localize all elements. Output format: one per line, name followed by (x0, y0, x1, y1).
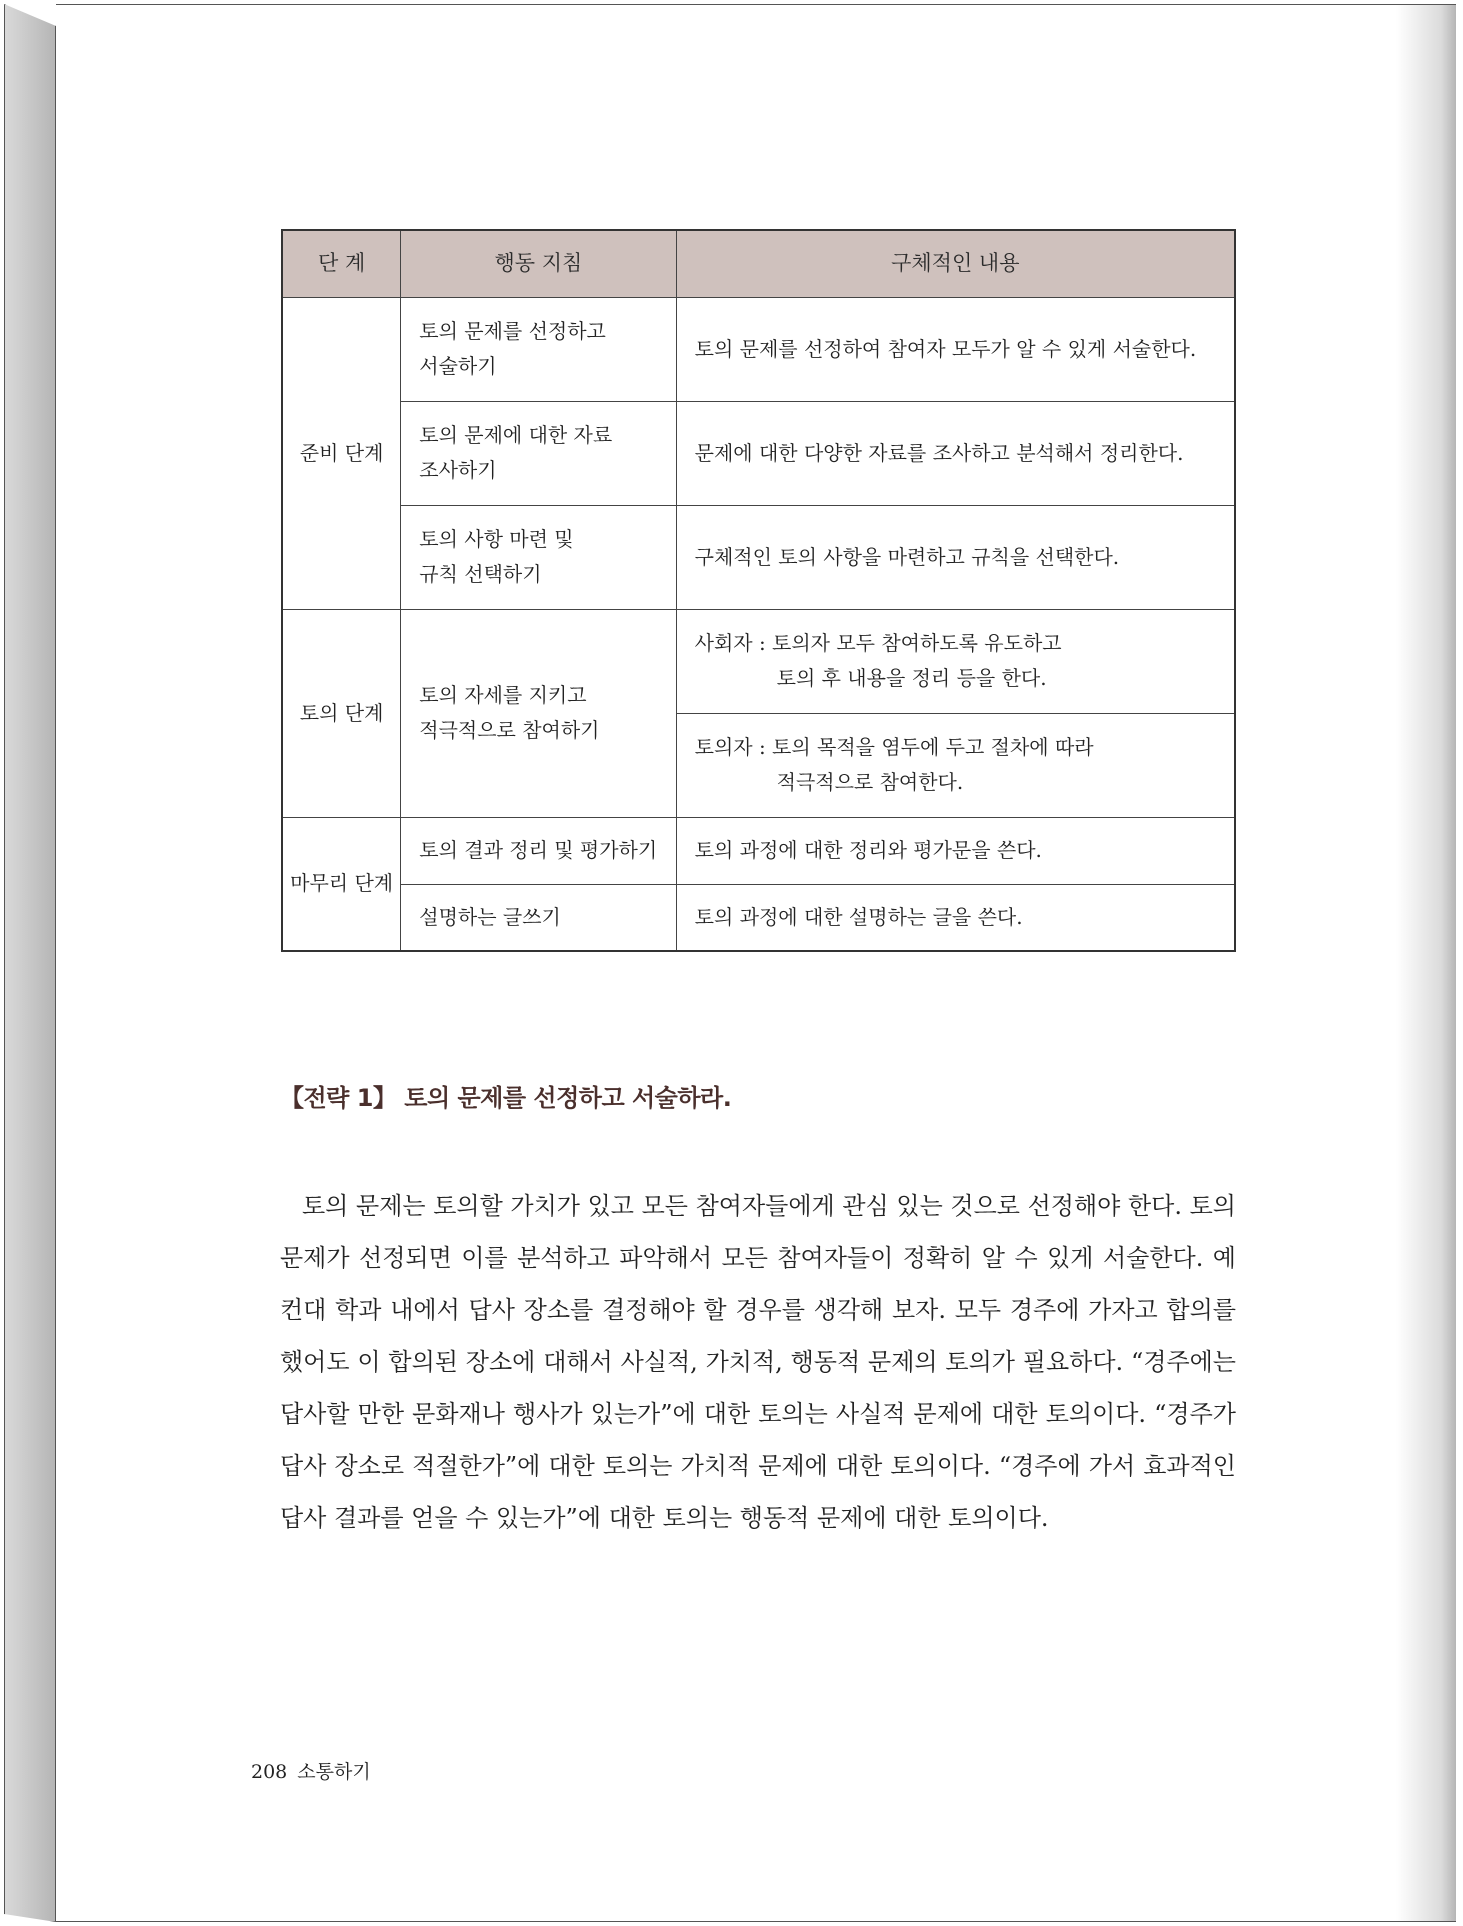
table-row (282, 817, 1235, 884)
header-action: 행동 지침 (401, 230, 676, 297)
action-line: 토의 문제를 선정하고 (419, 319, 606, 343)
action-line: 서술하기 (419, 354, 497, 378)
action-line: 조사하기 (419, 458, 497, 482)
body-paragraph: 토의 문제는 토의할 가치가 있고 모든 참여자들에게 관심 있는 것으로 선정해야 한다. 토의 문제가 선정되면 이를 분석하고 파악해서 모든 참여자들이 정확히 알 수 있게 서술한다. 예컨대 학과 내에서 답사 장소를 결정해야 할 경우를 생각해 보자. 모두 경주에 가자고 합의를 했어도 이 합의된 장소에 대해서 사실적, 가치적, 행동적 문제의 토의가 필요하다. “경주에는 답사할 만한 문화재나 행사가 있는가”에 대한 토의는 사실적 문제에 대한 토의이다. “경주가 답사 장소로 적절한가”에 대한 토의는 가치적 문제에 대한 토의이다. “경주에 가서 효과적인 답사 결과를 얻을 수 있는가”에 대한 토의는 행동적 문제에 대한 토의이다. (280, 1192, 1236, 1532)
section-name: 소통하기 (297, 1761, 371, 1783)
detail-line: 적극적으로 참여한다. (776, 770, 964, 794)
detail-line: 사회자 : 토의자 모두 참여하도록 유도하고 (694, 631, 1062, 655)
action-cell (401, 297, 676, 401)
stage-prep: 준비 단계 (282, 297, 401, 609)
detail-cell: 토의 과정에 대한 설명하는 글을 쓴다. (676, 884, 1235, 951)
action-cell (401, 401, 676, 505)
page-edge-shadow (1396, 5, 1456, 1921)
book-spine (4, 4, 56, 1922)
table-row (282, 297, 1235, 401)
table-row (282, 884, 1235, 951)
table-row (282, 505, 1235, 609)
header-stage: 단 계 (282, 230, 401, 297)
action-cell: 토의 결과 정리 및 평가하기 (401, 817, 676, 884)
action-line: 규칙 선택하기 (419, 562, 542, 586)
table-header-row (282, 230, 1235, 297)
page-number: 208 (251, 1761, 288, 1783)
detail-cell: 토의 문제를 선정하여 참여자 모두가 알 수 있게 서술한다. (676, 297, 1235, 401)
detail-cell: 구체적인 토의 사항을 마련하고 규칙을 선택한다. (676, 505, 1235, 609)
detail-cell: 토의 과정에 대한 정리와 평가문을 쓴다. (676, 817, 1235, 884)
action-line: 토의 자세를 지키고 (419, 683, 587, 707)
table-row (282, 609, 1235, 713)
detail-line: 토의자 : 토의 목적을 염두에 두고 절차에 따라 (694, 735, 1094, 759)
action-line: 토의 사항 마련 및 (419, 527, 574, 551)
action-cell (401, 505, 676, 609)
detail-cell: 문제에 대한 다양한 자료를 조사하고 분석해서 정리한다. (676, 401, 1235, 505)
action-cell: 설명하는 글쓰기 (401, 884, 676, 951)
detail-cell-participant (676, 713, 1235, 817)
table-row (282, 401, 1235, 505)
action-cell (401, 609, 676, 817)
stage-finish: 마무리 단계 (282, 817, 401, 951)
detail-line: 토의 후 내용을 정리 등을 한다. (776, 666, 1047, 690)
guide-table (281, 229, 1236, 952)
page-footer (251, 1757, 381, 1784)
section-heading: 【전략 1】 토의 문제를 선정하고 서술하라. (280, 1084, 732, 1112)
detail-cell-moderator (676, 609, 1235, 713)
stage-debate: 토의 단계 (282, 609, 401, 817)
action-line: 적극적으로 참여하기 (419, 718, 600, 742)
header-detail: 구체적인 내용 (676, 230, 1235, 297)
action-line: 토의 문제에 대한 자료 (419, 423, 613, 447)
